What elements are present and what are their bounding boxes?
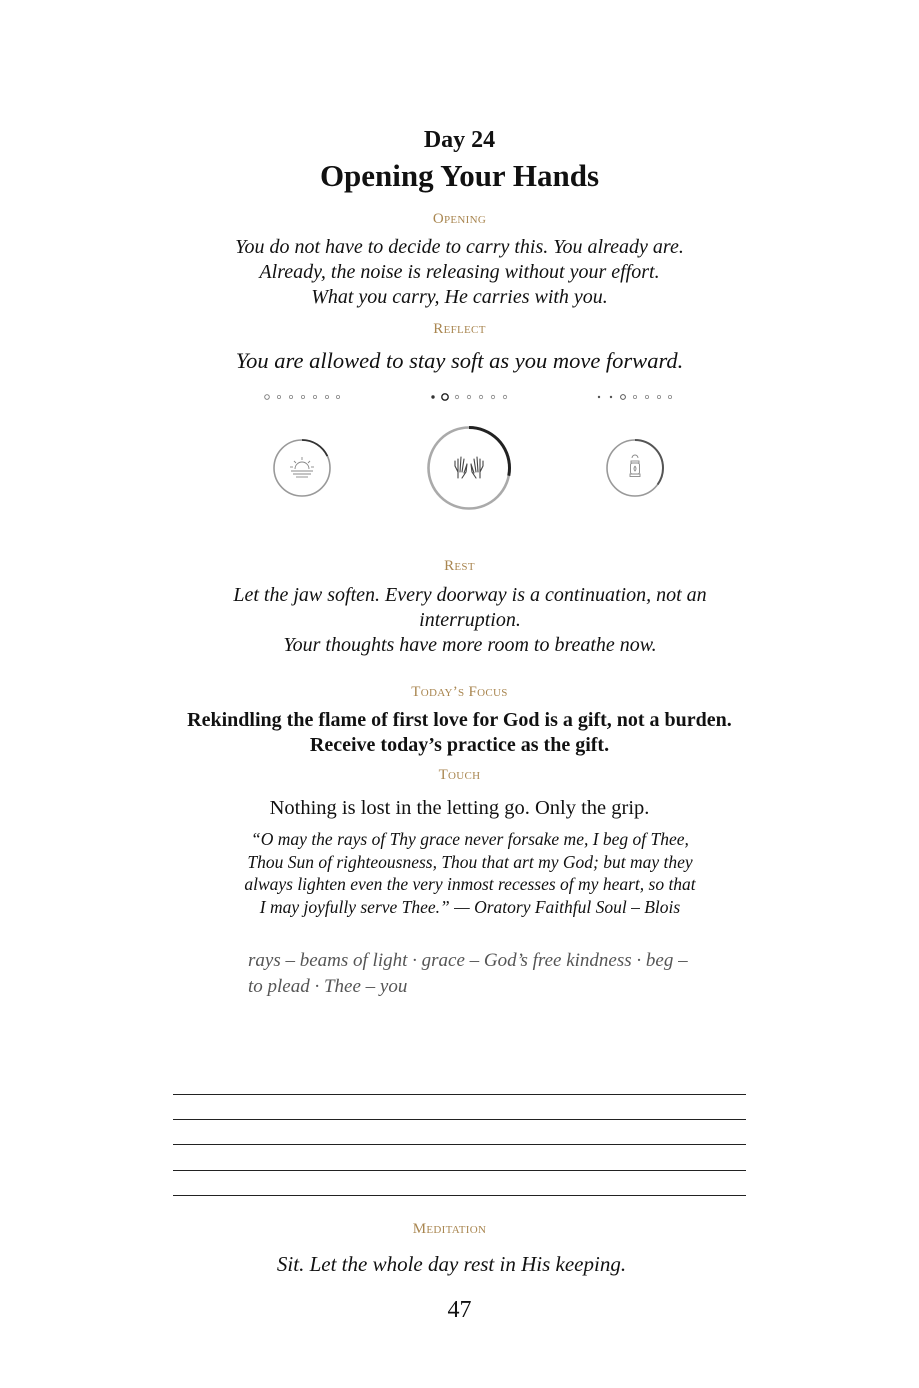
step-dots-group-3[interactable] xyxy=(598,395,672,400)
focus-text xyxy=(0,708,919,758)
opening-text xyxy=(0,235,919,310)
focus-line: Rekindling the flame of first love for God is a gift, not a burden. xyxy=(187,709,732,731)
step-dots-group-2[interactable] xyxy=(431,394,506,400)
journal-lines[interactable] xyxy=(173,1094,746,1220)
ring-sunrise[interactable] xyxy=(274,440,330,496)
open-hands-icon xyxy=(455,457,483,478)
rest-text xyxy=(200,583,740,658)
focus-line: Receive today’s practice as the gift. xyxy=(309,734,610,756)
page-title: Opening Your Hands xyxy=(319,158,600,193)
reflect-text: You are allowed to stay soft as you move forward. xyxy=(235,348,684,373)
glossary: rays – beams of light · grace – God’s free kindness · beg – to plead · Thee – you xyxy=(248,950,688,997)
reflect-label: Reflect xyxy=(433,321,486,337)
journal-line[interactable] xyxy=(173,1119,746,1120)
opening-line: Already, the noise is releasing without your effort. xyxy=(259,261,660,283)
meditation-label: Meditation xyxy=(412,1221,487,1237)
journal-line[interactable] xyxy=(173,1170,746,1171)
opening-line: What you carry, He carries with you. xyxy=(311,286,608,308)
meditation-text: Sit. Let the whole day rest in His keeping. xyxy=(276,1252,627,1276)
journal-line[interactable] xyxy=(173,1144,746,1145)
journal-line[interactable] xyxy=(173,1094,746,1095)
step-dots xyxy=(0,391,919,403)
touch-text: Nothing is lost in the letting go. Only the grip. xyxy=(269,797,650,819)
focus-label: Today’s Focus xyxy=(411,684,508,700)
rest-line: Let the jaw soften. Every doorway is a continuation, not an interruption. xyxy=(233,584,707,631)
day-number: Day 24 xyxy=(423,127,496,153)
touch-label: Touch xyxy=(438,767,481,783)
opening-line: You do not have to decide to carry this. You already are. xyxy=(235,236,684,258)
sunrise-icon xyxy=(290,457,314,477)
rest-line: Your thoughts have more room to breathe now. xyxy=(283,634,657,656)
ring-open-hands[interactable] xyxy=(429,428,510,509)
rest-label: Rest xyxy=(444,558,475,574)
ring-lantern[interactable] xyxy=(607,440,663,496)
scripture-quote: “O may the rays of Thy grace never forsake me, I beg of Thee, Thou Sun of righteousness, Thou that art my God; but may they always lighten even the very inmost recesses of my heart, so that I may joyfully serve Thee.” — Oratory Faithful Soul – Blois xyxy=(244,829,696,917)
journal-line[interactable] xyxy=(173,1195,746,1196)
step-dots-group-1[interactable] xyxy=(265,395,340,400)
opening-label: Opening xyxy=(432,211,487,227)
practice-rings xyxy=(0,420,919,520)
lantern-icon xyxy=(630,455,640,477)
page-number: 47 xyxy=(447,1297,472,1323)
